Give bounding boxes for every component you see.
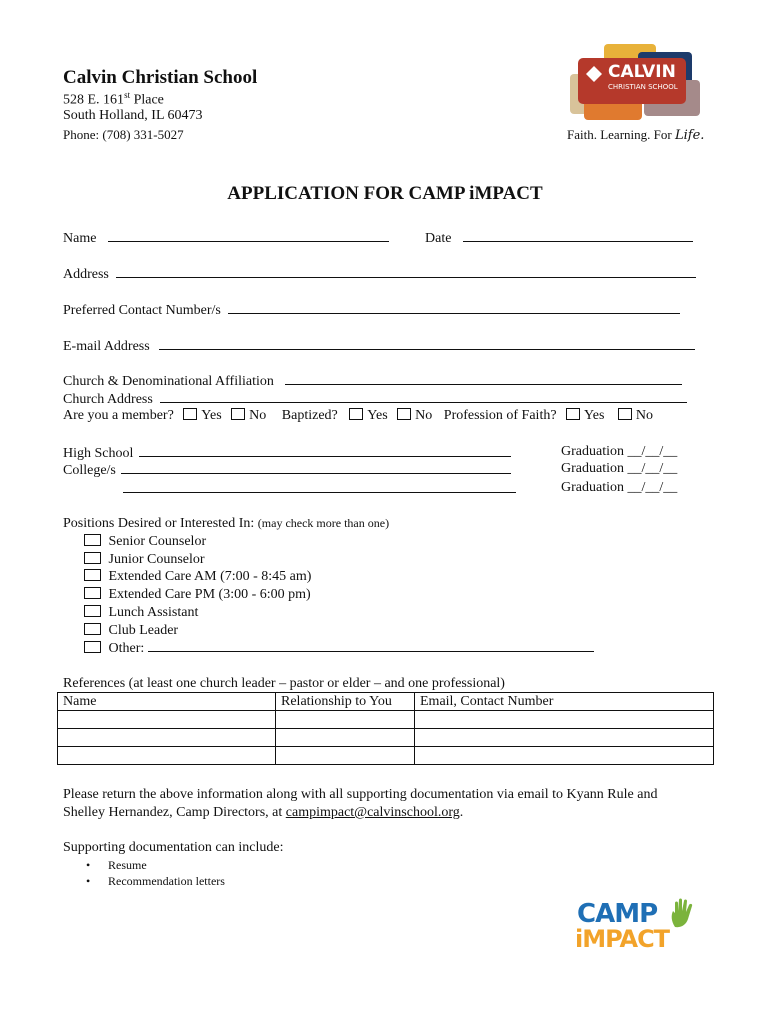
baptized-yes-label: Yes bbox=[367, 408, 388, 423]
college-row bbox=[63, 461, 511, 479]
high-school-field[interactable] bbox=[139, 444, 511, 457]
member-yes-checkbox[interactable] bbox=[183, 408, 197, 420]
membership-row bbox=[63, 408, 653, 424]
position-other bbox=[84, 639, 594, 658]
table-cell[interactable] bbox=[276, 729, 415, 747]
church-affil-field[interactable] bbox=[285, 372, 682, 385]
address-field[interactable] bbox=[116, 265, 696, 278]
position-checkbox[interactable] bbox=[84, 605, 101, 617]
address-label: Address bbox=[63, 267, 109, 282]
position-checkbox[interactable] bbox=[84, 552, 101, 564]
member-no-checkbox[interactable] bbox=[231, 408, 245, 420]
table-cell[interactable] bbox=[58, 747, 276, 765]
return-text-2-row bbox=[63, 805, 463, 821]
positions-note: (may check more than one) bbox=[257, 516, 390, 530]
date-label: Date bbox=[425, 231, 452, 246]
profession-no-label: No bbox=[635, 408, 654, 423]
college-field-1[interactable] bbox=[121, 461, 511, 474]
member-label: Are you a member? bbox=[63, 408, 174, 423]
position-club-leader bbox=[84, 622, 594, 640]
church-affil-label: Church & Denominational Affiliation bbox=[63, 374, 274, 389]
address-suffix: Place bbox=[130, 92, 164, 108]
position-checkbox[interactable] bbox=[84, 587, 101, 599]
col-name-header: Name bbox=[58, 693, 276, 711]
high-school-row bbox=[63, 444, 511, 462]
name-field[interactable] bbox=[108, 229, 389, 242]
calvin-logo-word: CALVIN bbox=[608, 62, 676, 82]
email-field[interactable] bbox=[159, 337, 695, 350]
position-extended-care-am bbox=[84, 568, 594, 586]
table-row bbox=[58, 711, 714, 729]
school-phone: Phone: (708) 331-5027 bbox=[63, 127, 184, 142]
position-label: Club Leader bbox=[108, 622, 179, 638]
camp-logo-top: CAMP bbox=[577, 899, 658, 929]
position-checkbox[interactable] bbox=[84, 569, 101, 581]
position-checkbox[interactable] bbox=[84, 534, 101, 546]
tagline-prefix: Faith. Learning. For bbox=[567, 127, 675, 142]
church-address-field[interactable] bbox=[160, 390, 687, 403]
return-period: . bbox=[459, 805, 464, 820]
tagline-script: Life. bbox=[674, 128, 705, 143]
school-address bbox=[63, 90, 164, 109]
position-lunch-assistant bbox=[84, 604, 594, 622]
graduation-2[interactable]: Graduation __/__/__ bbox=[561, 461, 678, 476]
table-cell[interactable] bbox=[276, 747, 415, 765]
college-row-2 bbox=[123, 480, 516, 498]
docs-heading: Supporting documentation can include: bbox=[63, 840, 284, 855]
calvin-logo-shapes bbox=[568, 44, 702, 120]
date-row bbox=[425, 229, 693, 247]
position-label: Extended Care PM (3:00 - 6:00 pm) bbox=[108, 587, 311, 603]
member-yes-label: Yes bbox=[201, 408, 222, 423]
graduation-3[interactable]: Graduation __/__/__ bbox=[561, 480, 678, 495]
position-senior-counselor bbox=[84, 533, 594, 551]
school-tagline bbox=[567, 127, 704, 143]
high-school-label: High School bbox=[63, 446, 134, 461]
position-checkbox[interactable] bbox=[84, 641, 101, 653]
address-sup: st bbox=[124, 90, 131, 100]
form-title: APPLICATION FOR CAMP iMPACT bbox=[227, 183, 543, 204]
member-no-label: No bbox=[249, 408, 267, 423]
baptized-no-label: No bbox=[415, 408, 433, 423]
profession-no-checkbox[interactable] bbox=[618, 408, 632, 420]
baptized-label: Baptized? bbox=[281, 408, 338, 423]
table-cell[interactable] bbox=[58, 729, 276, 747]
name-label: Name bbox=[63, 231, 97, 246]
email-row bbox=[63, 337, 695, 355]
return-text-1: Please return the above information along with all supporting documentation via email to Kyann Rule and bbox=[63, 787, 658, 802]
school-name: Calvin Christian School bbox=[63, 67, 258, 88]
address-prefix: 528 E. 161 bbox=[63, 92, 125, 108]
camp-logo-bottom: iMPACT bbox=[575, 925, 670, 953]
college-label: College/s bbox=[63, 463, 116, 478]
table-cell[interactable] bbox=[415, 747, 714, 765]
graduation-1[interactable]: Graduation __/__/__ bbox=[561, 444, 678, 459]
return-text-2: Shelley Hernandez, Camp Directors, at bbox=[63, 805, 286, 820]
baptized-yes-checkbox[interactable] bbox=[349, 408, 363, 420]
position-extended-care-pm bbox=[84, 586, 594, 604]
table-cell[interactable] bbox=[276, 711, 415, 729]
profession-yes-checkbox[interactable] bbox=[566, 408, 580, 420]
address-row bbox=[63, 265, 696, 283]
references-heading: References (at least one church leader – pastor or elder – and one professional) bbox=[63, 676, 505, 691]
contact-label: Preferred Contact Number/s bbox=[63, 303, 221, 318]
date-field[interactable] bbox=[463, 229, 693, 242]
profession-label: Profession of Faith? bbox=[443, 408, 557, 423]
college-field-2[interactable] bbox=[123, 480, 516, 493]
hand-icon bbox=[667, 897, 699, 929]
contact-row bbox=[63, 301, 680, 319]
col-contact-header: Email, Contact Number bbox=[415, 693, 714, 711]
name-row bbox=[63, 229, 389, 247]
docs-list bbox=[84, 857, 225, 889]
list-item: • Recommendation letters bbox=[84, 873, 225, 889]
position-checkbox[interactable] bbox=[84, 623, 101, 635]
position-label: Other: bbox=[108, 641, 145, 657]
position-label: Extended Care AM (7:00 - 8:45 am) bbox=[108, 569, 312, 585]
col-relationship-header: Relationship to You bbox=[276, 693, 415, 711]
calvin-logo bbox=[568, 44, 702, 120]
table-cell[interactable] bbox=[58, 711, 276, 729]
positions-heading: Positions Desired or Interested In: bbox=[63, 516, 258, 531]
position-label: Senior Counselor bbox=[108, 534, 207, 549]
baptized-no-checkbox[interactable] bbox=[397, 408, 411, 420]
church-address-label: Church Address bbox=[63, 392, 153, 407]
table-cell[interactable] bbox=[415, 711, 714, 729]
table-header-row bbox=[58, 693, 714, 711]
positions-heading-row bbox=[63, 516, 389, 532]
position-label: Lunch Assistant bbox=[108, 604, 199, 620]
table-cell[interactable] bbox=[415, 729, 714, 747]
contact-field[interactable] bbox=[228, 301, 680, 314]
church-affil-row bbox=[63, 372, 682, 390]
position-label: Junior Counselor bbox=[108, 551, 205, 567]
table-row bbox=[58, 729, 714, 747]
email-label: E-mail Address bbox=[63, 339, 150, 354]
references-table bbox=[57, 692, 714, 765]
email-link[interactable]: campimpact@calvinschool.org bbox=[285, 805, 460, 820]
school-city: South Holland, IL 60473 bbox=[63, 108, 203, 123]
calvin-logo-sub: CHRISTIAN SCHOOL bbox=[608, 83, 678, 91]
table-row bbox=[58, 747, 714, 765]
camp-impact-logo bbox=[575, 897, 705, 957]
list-item: • Resume bbox=[84, 857, 225, 873]
positions-list bbox=[84, 533, 594, 658]
position-junior-counselor bbox=[84, 551, 594, 569]
other-field[interactable] bbox=[148, 639, 594, 652]
profession-yes-label: Yes bbox=[584, 408, 605, 423]
church-address-row bbox=[63, 390, 687, 408]
